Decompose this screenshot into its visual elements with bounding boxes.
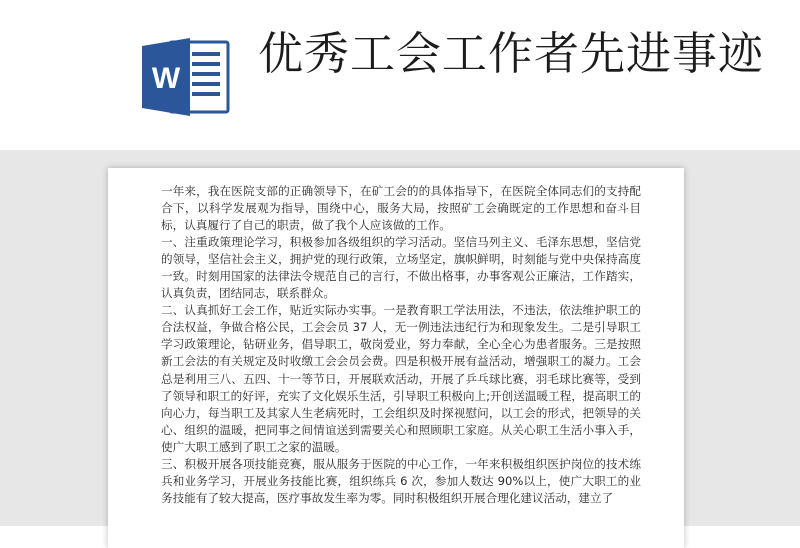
page-header — [0, 0, 800, 150]
document-body — [161, 183, 641, 507]
word-document-icon — [140, 36, 232, 118]
word-icon-letter: W — [151, 62, 181, 95]
document-paragraph: 二、认真抓好工会工作，贴近实际办实事。一是教育职工学法用法，不违法，依法维护职工的合法权益，争做合格公民，工会会员 37 人，无一例违法违纪行为和现象发生。二是引导职工学习政策理论，钻研业务，倡导职工，敬岗爱业，努力奉献，全心全心为患者服务。三是按照新工会法的有关规定及时收缴工会会员会费。四是积极开展有益活动，增强职工的凝力。工会总是利用三八、五四、十一等节日，开展联欢活动，开展了乒乓球比赛，羽毛球比赛等，受到了领导和职工的好评，充实了文化娱乐生活，引导职工积极向上;开创送温暖工程，提高职工的向心力，每当职工及其家人生老病死时，工会组织及时探视慰问，以工会的形式，把领导的关心、组织的温暖，把同事之间情谊送到需要关心和照顾职工家庭。从关心职工生活小事入手，使广大职工感到了职工之家的温暖。 — [161, 303, 641, 454]
page-title: 优秀工会工作者先进事迹 — [258, 27, 765, 80]
document-paragraph: 一、注重政策理论学习，积极参加各级组织的学习活动。坚信马列主义、毛泽东思想，坚信党的领导，坚信社会主义，拥护党的现行政策，立场坚定，旗帜鲜明，时刻能与党中央保持高度一致。时刻用国家的法律法令规范自己的言行，不做出格事，办事客观公正廉洁，工作踏实，认真负责，团结同志，联系群众。 — [161, 235, 641, 301]
document-paragraph: 三、积极开展各项技能竞赛，服从服务于医院的中心工作，一年来积极组织医护岗位的技术练兵和业务学习，开展业务技能比赛，组织练兵 6 次，参加人数达 90%以上，使广大职工的业务技能有了较大提高，医疗事故发生率为零。同时积极组织开展合理化建议活动，建立了 — [161, 456, 641, 505]
document-paragraph: 一年来，我在医院支部的正确领导下，在矿工会的的具体指导下，在医院全体同志们的支持配合下，以科学发展观为指导，围绕中心，服务大局，按照矿工会确既定的工作思想和奋斗目标，认真履行了自己的职责，做了我个人应该做的工作。 — [161, 184, 641, 233]
